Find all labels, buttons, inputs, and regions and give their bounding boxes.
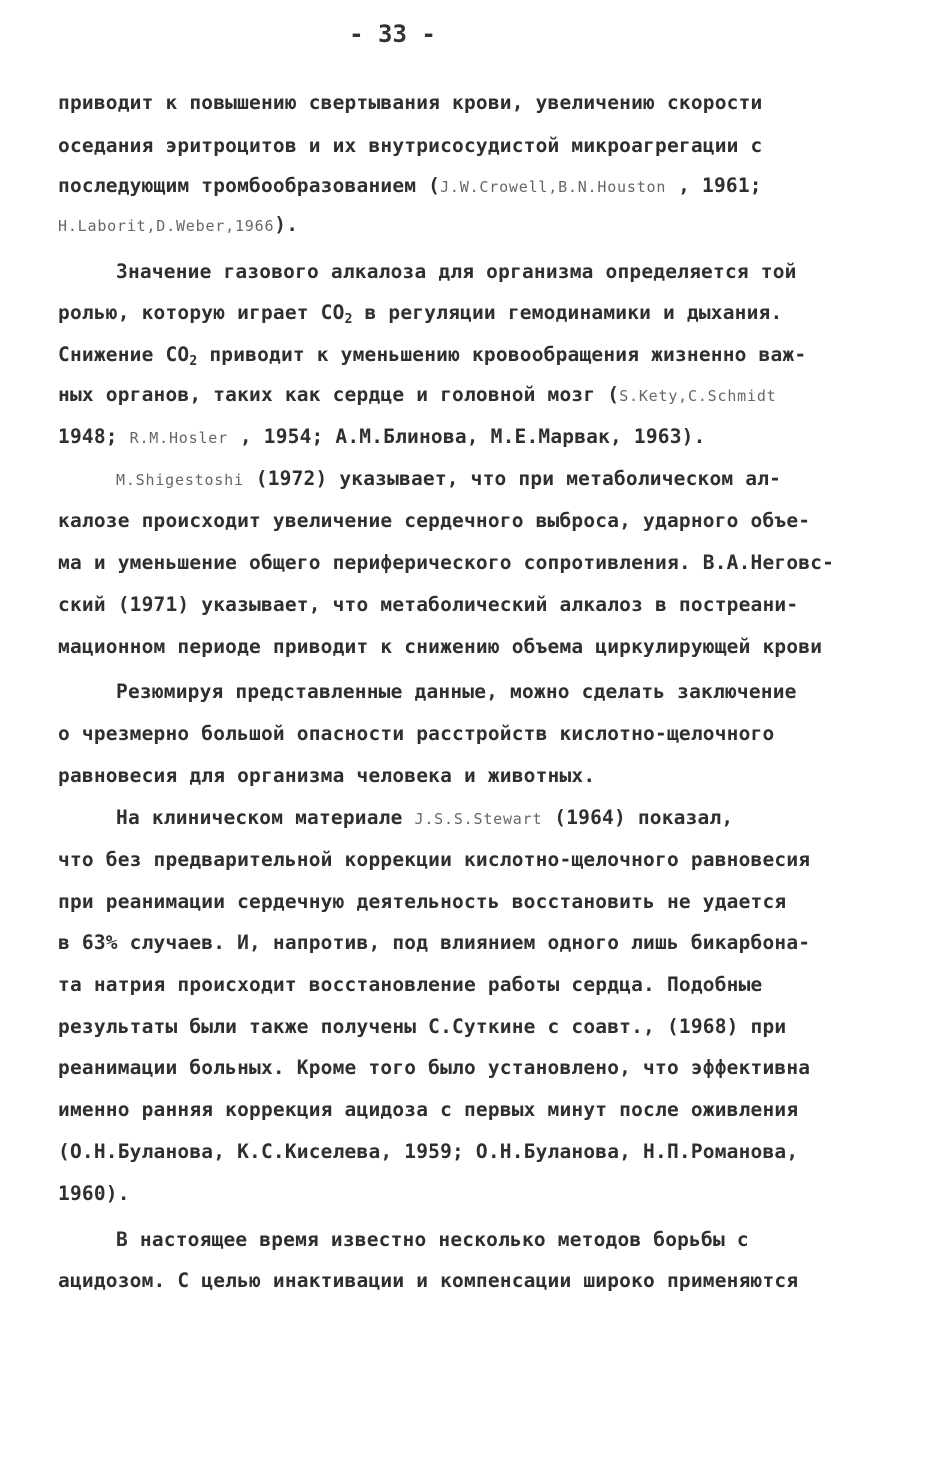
- text-line: реанимации больных. Кроме того было установлено, что эффективна: [58, 1056, 811, 1079]
- text-line: калозе происходит увеличение сердечного выброса, ударного объе-: [58, 509, 811, 532]
- text-line: H.Laborit,D.Weber,1966).: [58, 213, 299, 236]
- page-number: - 33 -: [349, 20, 436, 48]
- citation-latin: M.Shigestoshi: [116, 471, 244, 489]
- paragraph-start: На клиническом материале J.S.S.Stewart (1964) показал,: [116, 806, 734, 829]
- text-line: ский (1971) указывает, что метаболический алкалоз в постреани-: [58, 593, 799, 616]
- text-line: равновесия для организма человека и животных.: [58, 764, 596, 787]
- citation-latin: J.W.Crowell,B.N.Houston: [440, 178, 667, 196]
- paragraph-start: Значение газового алкалоза для организма определяется той: [116, 260, 797, 283]
- text-line: приводит к повышению свертывания крови, увеличению скорости: [58, 91, 763, 114]
- citation-latin: J.S.S.Stewart: [414, 810, 543, 828]
- text-line: в 63% случаев. И, напротив, под влиянием одного лишь бикарбона-: [58, 931, 811, 954]
- text-line: мационном периоде приводит к снижению объема циркулирующей крови: [58, 635, 823, 658]
- paragraph-start: В настоящее время известно несколько методов борьбы с: [116, 1228, 749, 1251]
- citation-latin: S.Kety,C.Schmidt: [619, 387, 777, 405]
- text-line: M.Shigestoshi (1972) указывает, что при метаболическом ал-: [116, 467, 782, 490]
- text-line: о чрезмерно большой опасности расстройств кислотно-щелочного: [58, 722, 775, 745]
- text-line: Снижение $CO_2$ приводит к уменьшению кровообращения жизненно важ-: [58, 343, 807, 369]
- text-line: что без предварительной коррекции кислотно-щелочного равновесия: [58, 848, 811, 871]
- paragraph-start: Резюмируя представленные данные, можно сделать заключение: [116, 680, 797, 703]
- text-line: та натрия происходит восстановление работы сердца. Подобные: [58, 973, 763, 996]
- citation-latin: R.M.Hosler: [129, 429, 228, 447]
- text-line: ацидозом. С целью инактивации и компенсации широко применяются: [58, 1269, 799, 1292]
- text-line: последующим тромбообразованием (J.W.Crowell,B.N.Houston , 1961;: [58, 174, 762, 197]
- text-line: оседания эритроцитов и их внутрисосудистой микроагрегации с: [58, 134, 763, 157]
- text-line: результаты были также получены С.Суткине с соавт., (1968) при: [58, 1015, 787, 1038]
- text-line: ма и уменьшение общего периферического сопротивления. В.А.Неговс-: [58, 551, 835, 574]
- citation-latin: H.Laborit,D.Weber,1966: [58, 217, 275, 235]
- text-line: (О.Н.Буланова, К.С.Киселева, 1959; О.Н.Буланова, Н.П.Романова,: [58, 1140, 799, 1163]
- text-line: именно ранняя коррекция ацидоза с первых минут после оживления: [58, 1098, 799, 1121]
- text-line: 1960).: [58, 1182, 130, 1205]
- text-line: ролью, которую играет $CO_2$ в регуляции гемодинамики и дыхания.: [58, 301, 783, 327]
- text-line: ных органов, таких как сердце и головной мозг (S.Kety,C.Schmidt: [58, 383, 777, 406]
- text-line: 1948; R.M.Hosler , 1954; А.М.Блинова, М.Е.Марвак, 1963).: [58, 425, 706, 448]
- text-line: при реанимации сердечную деятельность восстановить не удается: [58, 890, 787, 913]
